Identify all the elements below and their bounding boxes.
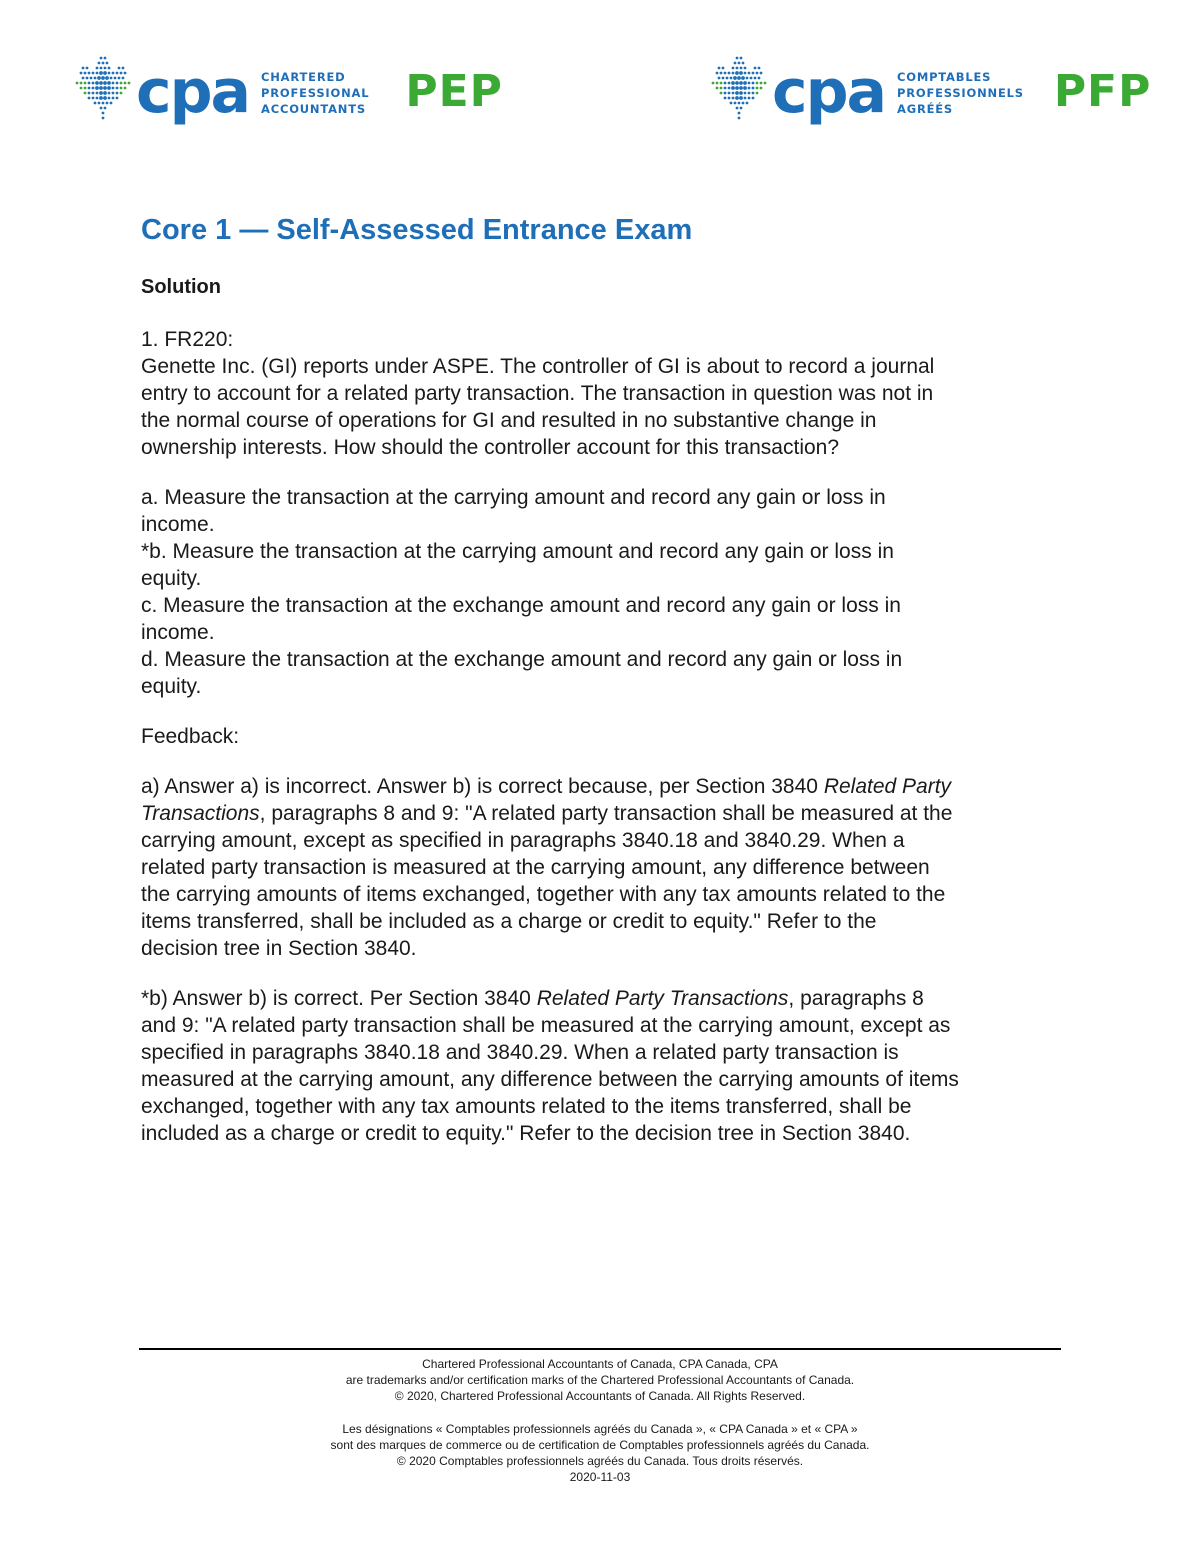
cpa-descriptor-line: ACCOUNTANTS	[261, 102, 366, 116]
cpa-descriptor	[261, 69, 369, 117]
feedback-line: exchanged, together with any tax amounts related to the items transferred, shall be	[141, 1095, 912, 1118]
feedback-line: carrying amount, except as specified in paragraphs 3840.18 and 3840.29. When a	[141, 829, 905, 852]
feedback-line: included as a charge or credit to equity." Refer to the decision tree in Section 3840.	[141, 1122, 911, 1145]
feedback-line: items transferred, shall be included as a charge or credit to equity." Refer to the	[141, 910, 877, 933]
feedback-line: specified in paragraphs 3840.18 and 3840.29. When a related party transaction is	[141, 1041, 899, 1064]
question-line: ownership interests. How should the controller account for this transaction?	[141, 436, 840, 459]
footer-spacer	[139, 1404, 1061, 1421]
footer-line: are trademarks and/or certification marks of the Chartered Professional Accountants of Canada.	[345, 1373, 855, 1387]
footer-line: © 2020 Comptables professionnels agréés du Canada. Tous droits réservés.	[396, 1454, 804, 1468]
option-line: c. Measure the transaction at the exchange amount and record any gain or loss in	[141, 594, 901, 617]
cpa-descriptor-line: AGRÉÉS	[897, 102, 954, 116]
footer-line: Chartered Professional Accountants of Canada, CPA Canada, CPA	[422, 1357, 778, 1371]
maple-leaf-dots-icon	[710, 52, 768, 122]
cpa-pep-logo	[74, 52, 503, 127]
option-line: income.	[141, 621, 215, 644]
source-title: Related Party	[823, 775, 952, 798]
question-line: entry to account for a related party transaction. The transaction in question was not in	[141, 382, 934, 405]
feedback-line: and 9: "A related party transaction shall be measured at the carrying amount, except as	[141, 1014, 951, 1037]
feedback-line	[141, 773, 1071, 800]
option-line: *b. Measure the transaction at the carrying amount and record any gain or loss in	[141, 540, 894, 563]
document-body	[141, 210, 1071, 1147]
cpa-descriptor-line: PROFESSIONAL	[261, 86, 370, 100]
question-line: Genette Inc. (GI) reports under ASPE. The controller of GI is about to record a journal	[141, 355, 935, 378]
footer-line: © 2020, Chartered Professional Accountants of Canada. All Rights Reserved.	[394, 1389, 806, 1403]
footer-line: sont des marques de commerce ou de certification de Comptables professionnels agréés du Canada.	[330, 1438, 870, 1452]
source-title: Transactions	[141, 802, 260, 825]
question-line: the normal course of operations for GI and resulted in no substantive change in	[141, 409, 877, 432]
option-line: income.	[141, 513, 215, 536]
pfp-designation: PFP	[1053, 65, 1152, 117]
feedback-text: a) Answer a) is incorrect. Answer b) is correct because, per Section 3840	[141, 775, 824, 798]
feedback-line: the carrying amounts of items exchanged, together with any tax amounts related to the	[141, 883, 946, 906]
option-line: equity.	[141, 675, 202, 698]
cpa-descriptor-line: CHARTERED	[261, 70, 346, 84]
cpa-descriptor-line: COMPTABLES	[897, 70, 992, 84]
pep-designation: PEP	[405, 65, 503, 117]
options-list	[141, 484, 1071, 700]
question-number: 1. FR220:	[141, 328, 234, 351]
feedback-line: measured at the carrying amount, any difference between the carrying amounts of items	[141, 1068, 959, 1091]
feedback-text: *b) Answer b) is correct. Per Section 3840	[141, 987, 537, 1010]
feedback-label: Feedback:	[141, 725, 240, 748]
option-line: equity.	[141, 567, 202, 590]
footer-divider	[139, 1348, 1061, 1350]
option-line: d. Measure the transaction at the exchange amount and record any gain or loss in	[141, 648, 903, 671]
section-heading: Solution	[141, 276, 221, 298]
footer	[139, 1356, 1061, 1485]
maple-leaf-dots-icon	[74, 52, 132, 122]
cpa-wordmark: cpa	[772, 57, 886, 127]
feedback-text: , paragraphs 8 and 9: "A related party transaction shall be measured at the	[259, 802, 953, 825]
feedback-line	[141, 985, 1071, 1012]
option-line: a. Measure the transaction at the carrying amount and record any gain or loss in	[141, 486, 886, 509]
feedback-text: , paragraphs 8	[788, 987, 924, 1010]
footer-line: Les désignations « Comptables professionnels agréés du Canada », « CPA Canada » et « CPA »	[342, 1422, 858, 1436]
document-title: Core 1 — Self-Assessed Entrance Exam	[141, 214, 693, 246]
source-title: Related Party Transactions	[536, 987, 789, 1010]
feedback-line: related party transaction is measured at the carrying amount, any difference between	[141, 856, 930, 879]
feedback-line: decision tree in Section 3840.	[141, 937, 417, 960]
cpa-wordmark: cpa	[136, 57, 250, 127]
cpa-descriptor-line: PROFESSIONNELS	[897, 86, 1024, 100]
feedback-line	[141, 800, 1071, 827]
cpa-pfp-logo	[710, 52, 1152, 127]
question-block	[141, 326, 1071, 461]
footer-date: 2020-11-03	[569, 1470, 631, 1484]
feedback-a	[141, 773, 1071, 962]
feedback-b	[141, 985, 1071, 1147]
cpa-descriptor	[897, 69, 1024, 117]
